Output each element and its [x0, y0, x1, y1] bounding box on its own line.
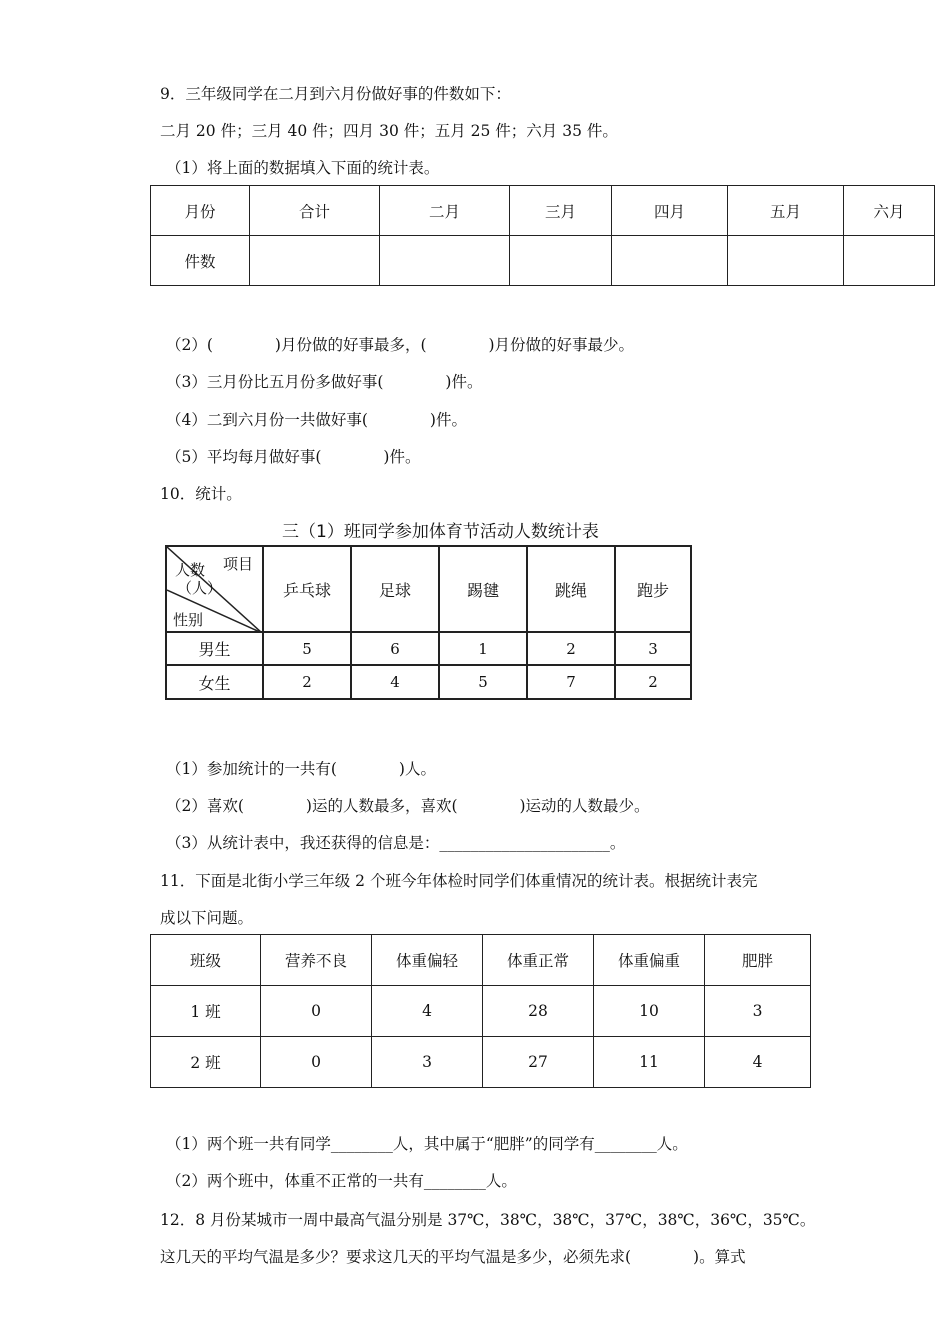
q9-cell-total[interactable]: [250, 236, 380, 286]
q11-cell: 0: [261, 986, 372, 1037]
q10-corner-gender: 性别: [173, 611, 204, 629]
q10-cell: 2: [263, 665, 351, 699]
q10-cell: 4: [351, 665, 439, 699]
q11-part2: （2）两个班中，体重不正常的一共有________人。: [166, 1172, 517, 1190]
q11-header-underweight: 体重偏轻: [372, 935, 483, 986]
q9-header-mar: 三月: [510, 186, 612, 236]
q9-header-month: 月份: [151, 186, 250, 236]
q10-cell: 6: [351, 632, 439, 665]
q9-part5: （5）平均每月做好事( )件。: [166, 448, 421, 466]
q11-cell: 11: [594, 1037, 705, 1088]
q11-row-class2: [151, 1037, 811, 1088]
q10-cell: 5: [439, 665, 527, 699]
q10-cell: 1: [439, 632, 527, 665]
q10-col-jumprope: 跳绳: [527, 546, 615, 632]
q9-header-feb: 二月: [380, 186, 510, 236]
q11-cell: 1 班: [151, 986, 261, 1037]
q9-cell-jun[interactable]: [844, 236, 935, 286]
q10-cell: 7: [527, 665, 615, 699]
q11-cell: 27: [483, 1037, 594, 1088]
q10-col-pingpong: 乒乓球: [263, 546, 351, 632]
q11-header-class: 班级: [151, 935, 261, 986]
q11-cell: 0: [261, 1037, 372, 1088]
q9-table: [150, 185, 935, 286]
q9-cell-apr[interactable]: [612, 236, 728, 286]
q9-part3: （3）三月份比五月份多做好事( )件。: [166, 373, 483, 391]
q10-col-running: 跑步: [615, 546, 691, 632]
q9-header-jun: 六月: [844, 186, 935, 236]
q9-header-total: 合计: [250, 186, 380, 236]
q10-cell: 5: [263, 632, 351, 665]
q11-cell: 3: [372, 1037, 483, 1088]
q10-cell: 2: [527, 632, 615, 665]
q11-header-obese: 肥胖: [705, 935, 811, 986]
q9-row-label: 件数: [151, 236, 250, 286]
q9-cell-mar[interactable]: [510, 236, 612, 286]
q11-part1: （1）两个班一共有同学________人，其中属于“肥胖”的同学有________人。: [166, 1135, 688, 1153]
q9-part2: （2）( )月份做的好事最多，( )月份做的好事最少。: [166, 336, 635, 354]
q10-part3: （3）从统计表中，我还获得的信息是：______________________。: [166, 834, 626, 852]
q10-part1: （1）参加统计的一共有( )人。: [166, 760, 436, 778]
q10-header-row: [166, 546, 691, 632]
q10-cell: 2: [615, 665, 691, 699]
q9-part4: （4）二到六月份一共做好事( )件。: [166, 411, 467, 429]
q9-header-may: 五月: [728, 186, 844, 236]
q9-table-header-row: [151, 186, 935, 236]
q11-cell: 10: [594, 986, 705, 1037]
q11-cell: 4: [372, 986, 483, 1037]
q11-table: [150, 934, 811, 1088]
q10-row-label-boys: 男生: [166, 632, 263, 665]
q10-part2: （2）喜欢( )运的人数最多，喜欢( )运动的人数最少。: [166, 797, 650, 815]
q11-cell: 3: [705, 986, 811, 1037]
q10-table: [165, 545, 692, 700]
q9-title: 9．三年级同学在二月到六月份做好事的件数如下：: [160, 85, 511, 103]
q10-row-boys: [166, 632, 691, 665]
q11-header-malnutrition: 营养不良: [261, 935, 372, 986]
q10-corner-item: 项目: [223, 555, 254, 573]
q11-row-class1: [151, 986, 811, 1037]
q10-table-caption: 三（1）班同学参加体育节活动人数统计表: [282, 522, 599, 542]
q10-cell: 3: [615, 632, 691, 665]
q10-row-girls: [166, 665, 691, 699]
q10-row-label-girls: 女生: [166, 665, 263, 699]
q10-corner-cell: [166, 546, 263, 632]
q10-col-football: 足球: [351, 546, 439, 632]
q11-title-line1: 11．下面是北街小学三年级 2 个班今年体检时同学们体重情况的统计表。根据统计表完: [160, 872, 758, 890]
q9-part1: （1）将上面的数据填入下面的统计表。: [166, 159, 440, 177]
q11-cell: 4: [705, 1037, 811, 1088]
q10-col-shuttlecock: 踢毽: [439, 546, 527, 632]
q9-table-count-row: [151, 236, 935, 286]
q10-corner-count: 人数: [175, 561, 206, 579]
q11-header-overweight: 体重偏重: [594, 935, 705, 986]
q12-line2: 这几天的平均气温是多少？要求这几天的平均气温是多少，必须先求( )。算式: [160, 1248, 746, 1266]
q11-header-normal: 体重正常: [483, 935, 594, 986]
q12-line1: 12．8 月份某城市一周中最高气温分别是 37℃，38℃，38℃，37℃，38℃，36℃，35℃。: [160, 1211, 816, 1229]
q9-data-line: 二月 20 件；三月 40 件；四月 30 件；五月 25 件；六月 35 件。: [160, 122, 618, 140]
q9-header-apr: 四月: [612, 186, 728, 236]
q9-cell-feb[interactable]: [380, 236, 510, 286]
q11-title-line2: 成以下问题。: [160, 909, 254, 927]
q9-cell-may[interactable]: [728, 236, 844, 286]
q11-cell: 28: [483, 986, 594, 1037]
q10-title: 10．统计。: [160, 485, 242, 503]
q10-corner-unit: （人）: [177, 579, 223, 597]
q11-header-row: [151, 935, 811, 986]
q11-cell: 2 班: [151, 1037, 261, 1088]
